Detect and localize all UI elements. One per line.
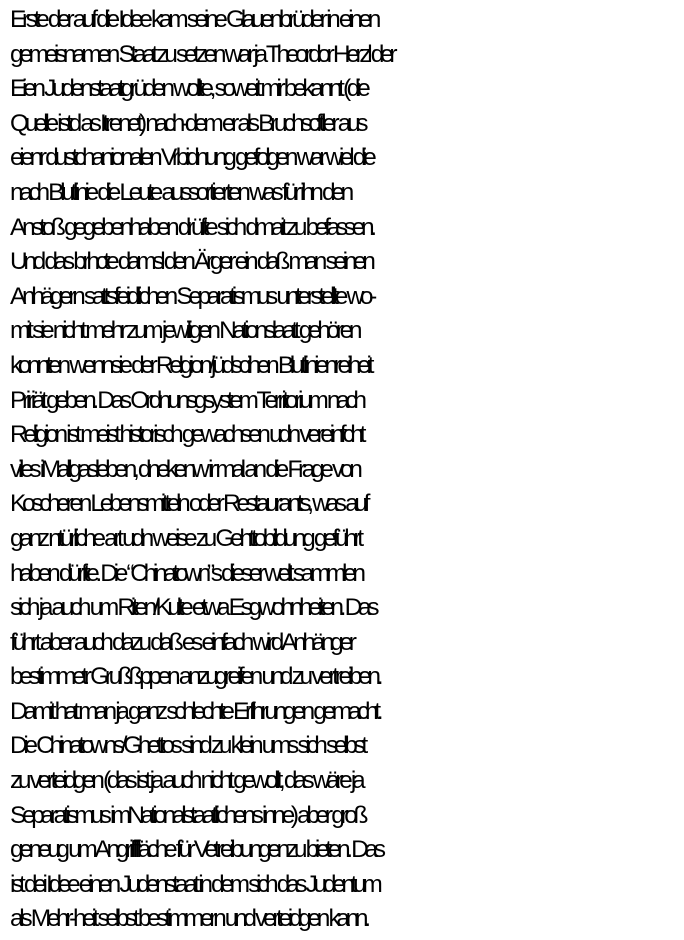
text-line: Anhägern sattsfeidlichen Separatismus unterstellte wo- [10,282,373,310]
text-line: Die Chinatowns/Ghettos sind zu klein ums sich selbst [10,732,364,760]
text-line: Koscheren Lebensmitteln oder Restaurants, was auf [10,490,367,518]
text-line: geneug um Angrifffläche für Vetreibungenzu bieten. Das [10,836,382,864]
document-body-text [10,3,682,937]
text-line: sich ja auch um Riten/Kulte etwa Esgwohnheiten. Das [10,594,376,622]
text-line: Eien Judenstaatgrüden wollte, soweit mir bekannt (die [10,75,367,103]
text-line: ganz ntürliche art udn weise zu Gehttobildung geführt [10,524,360,552]
text-line: Separatismus imNationalstaatlichens inne) aber groß [10,801,365,829]
text-line: eienr dustchanionalen Vrbidnung gefolgen war wiel die [10,144,373,172]
text-line: zu verteidgen (das ist ja auch nicht gewollt, das wäre ja [10,767,362,795]
text-line: bestimmetr Grußßppen anzugreifen und zu vertreiben. [10,663,380,691]
text-line: Quelle istd as Itrenet) nach-dem er als Bruchscftler aus [10,109,365,137]
text-line: Erste der auf die Idee kam seine Glauenbrüder in einen [10,6,378,33]
text-line: konnten wennsie der Relgion/jüdscihen Blutlinienreiheit [10,351,371,379]
text-line: Und das brhcte damsl den Ärger ein daß man seinen [10,248,372,276]
text-line: haben dürfte. Die “Chinatown”s dieser welt sammlen [10,559,362,587]
text-line: Pririät geben. Das Ordnunsgsystem Territorium nach [10,386,363,414]
text-line: Religion ist meist historisch gewachsen udn vereinfcht [10,421,363,449]
text-line: gemeisnamen Staat zu setzen war ja Theordor Herzl der [10,40,394,68]
text-line: Anstoß gegebenhaben drüfte sich dmait zu befassen. [10,213,373,241]
text-line: führt aber auch dazu daß es einfach wird Anhänger [10,628,353,656]
text-line: nach Blutlinie die Leute aussortierten was für ihn den [10,178,350,206]
text-line: mit sie nicht mehr zum jewiligen Nationslaatt gehören [10,317,359,345]
text-line: viles iMallgasleben, dnekenw ir mal an die Frage von [10,455,359,483]
text-line: als Mehr-heit selbst bestimmern und verteidgen kann. [10,905,367,933]
text-line: ist dei Idee einen Judenstaat in dem sich das Judentum [10,870,379,898]
text-line: Damit hat man ja ganz schlechte Erfhrungen gemacht. [10,697,380,725]
